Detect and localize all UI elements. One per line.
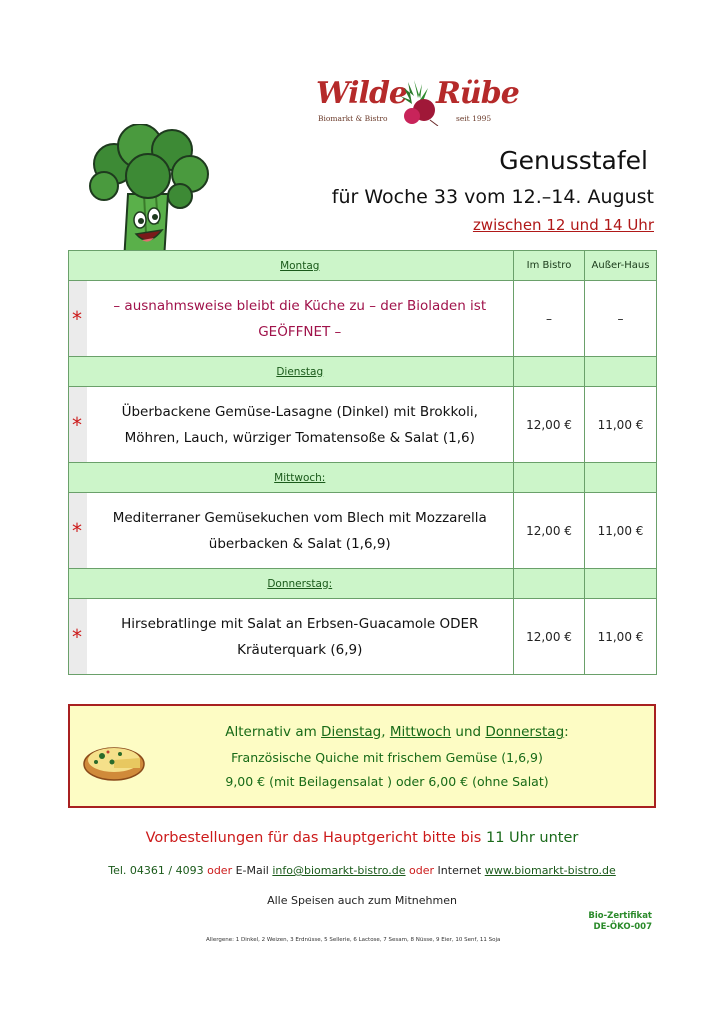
- asterisk-marker: *: [72, 518, 82, 543]
- asterisk-marker: *: [72, 306, 82, 331]
- price-bistro: –: [514, 281, 585, 357]
- dish-description: Überbackene Gemüse-Lasagne (Dinkel) mit Brokkoli, Möhren, Lauch, würziger Tomatensoße & Salat (1,6): [87, 387, 514, 463]
- day-header-row: [69, 569, 657, 599]
- contact-line: Tel. 04361 / 4093 oder E-Mail info@biomarkt-bistro.de oder Internet www.biomarkt-bistro.de: [108, 864, 616, 877]
- price-bistro: 12,00 €: [514, 599, 585, 675]
- website-link[interactable]: www.biomarkt-bistro.de: [484, 864, 616, 877]
- beet-icon: [394, 78, 440, 126]
- price-bistro: 12,00 €: [514, 493, 585, 569]
- allergen-legend: Allergene: 1 Dinkel, 2 Weizen, 3 Erdnüsse, 5 Sellerie, 6 Lactose, 7 Sesam, 8 Nüsse, 9 Eier, 10 Senf, 11 Soja: [206, 937, 501, 943]
- dish-description: Hirsebratlinge mit Salat an Erbsen-Guacamole ODER Kräuterquark (6,9): [87, 599, 514, 675]
- price-bistro: 12,00 €: [514, 387, 585, 463]
- day-label-monday: Montag: [280, 259, 320, 272]
- dish-row: [69, 281, 657, 357]
- logo-name-part1: Wilde: [316, 76, 408, 111]
- menu-table: [68, 250, 657, 675]
- bio-certificate: Bio-Zertifikat DE-ÖKO-007: [588, 911, 652, 932]
- phone-number: Tel. 04361 / 4093: [108, 864, 204, 877]
- serving-time: zwischen 12 und 14 Uhr: [472, 216, 654, 234]
- day-header-row: [69, 463, 657, 493]
- day-header-row: [69, 251, 657, 281]
- alternative-offer-box: [68, 704, 656, 808]
- price-takeaway: –: [585, 281, 657, 357]
- alt-day-tuesday: Dienstag: [321, 724, 382, 740]
- price-takeaway: 11,00 €: [585, 387, 657, 463]
- column-header-bistro: Im Bistro: [514, 251, 585, 281]
- page-title: Genusstafel: [499, 146, 648, 175]
- week-subtitle: für Woche 33 vom 12.–14. August: [331, 186, 654, 208]
- alternative-prices: 9,00 € (mit Beilagensalat ) oder 6,00 € (ohne Salat): [225, 774, 549, 789]
- asterisk-marker: *: [72, 624, 82, 649]
- day-header-row: [69, 357, 657, 387]
- certificate-id: DE-ÖKO-007: [593, 922, 652, 932]
- dish-row: [69, 493, 657, 569]
- alt-day-thursday: Donnerstag: [485, 724, 565, 740]
- dish-description: Mediterraner Gemüsekuchen vom Blech mit Mozzarella überbacken & Salat (1,6,9): [87, 493, 514, 569]
- price-takeaway: 11,00 €: [585, 493, 657, 569]
- alternative-dish: Französische Quiche mit frischem Gemüse (1,6,9): [231, 750, 543, 765]
- day-label-tuesday: Dienstag: [276, 365, 324, 378]
- logo-since: seit 1995: [456, 114, 492, 123]
- broccoli-mascot-icon: [84, 124, 214, 266]
- logo-tagline: Biomarkt & Bistro: [318, 114, 388, 123]
- preorder-note: Vorbestellungen für das Hauptgericht bitte bis 11 Uhr unter: [145, 830, 579, 846]
- day-label-thursday: Donnerstag:: [267, 577, 333, 590]
- takeaway-note: Alle Speisen auch zum Mitnehmen: [267, 894, 457, 907]
- price-takeaway: 11,00 €: [585, 599, 657, 675]
- column-header-takeaway: Außer-Haus: [585, 251, 657, 281]
- dish-row: [69, 387, 657, 463]
- day-label-wednesday: Mittwoch:: [274, 471, 326, 484]
- logo-name-part2: Rübe: [436, 76, 519, 111]
- email-link[interactable]: info@biomarkt-bistro.de: [272, 864, 406, 877]
- preorder-deadline: 11 Uhr unter: [485, 830, 579, 846]
- alt-day-wednesday: Mittwoch: [389, 724, 452, 740]
- quiche-icon: [82, 738, 146, 782]
- logo: [316, 76, 519, 128]
- dish-row: [69, 599, 657, 675]
- asterisk-marker: *: [72, 412, 82, 437]
- alternative-days: Alternativ am Dienstag, Mittwoch und Donnerstag:: [225, 724, 569, 740]
- dish-description: – ausnahmsweise bleibt die Küche zu – der Bioladen ist GEÖFFNET –: [87, 281, 514, 357]
